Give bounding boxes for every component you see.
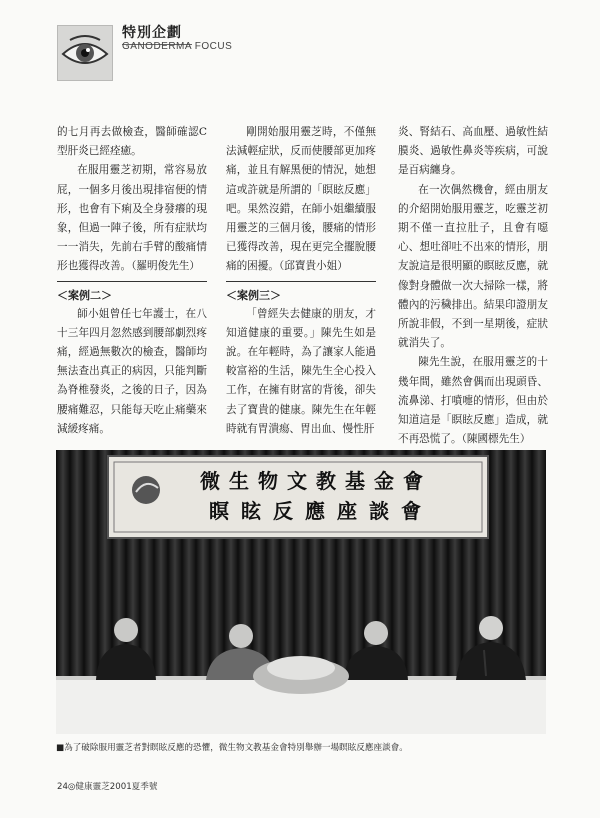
paragraph: 剛開始服用靈芝時，不僅無法減輕症狀，反而使腰部更加疼痛，並且有解黑便的情況，她想這或許就是所謂的「瞑眩反應」吧。果然沒錯，在師小姐繼續服用靈芝的三個月後，腰痛的情形已獲得改善，現在更完全擺脫腰痛的困擾。（邱寶貴小姐）: [226, 126, 376, 273]
paragraph: 在一次偶然機會，經由朋友的介紹開始服用靈芝，吃靈芝初期不僅一直拉肚子，且會有噁心、想吐卻吐不出來的情形，朋友說這是很明顯的瞑眩反應，就像對身體做一次大掃除一樣，將體內的污穢排出。結果印證朋友所說非假，不到一星期後，症狀就消失了。: [398, 183, 548, 350]
paragraph: 的七月再去做檢查，醫師確認C型肝炎已經痊癒。: [57, 126, 207, 158]
section-subtitle: GANODERMA FOCUS: [122, 41, 233, 52]
seminar-photo: [56, 450, 546, 734]
banner-line-1: 微生物文教基金會: [200, 469, 432, 493]
eye-logo: [57, 25, 113, 81]
text-column-2: [226, 123, 376, 439]
photo-caption: ■為了破除服用靈芝者對瞑眩反應的恐懼，微生物文教基金會特別舉辦一場瞑眩反應座談會。: [56, 743, 408, 753]
paragraph: 「曾經失去健康的朋友，才知道健康的重要。」陳先生如是說。在年輕時，為了讓家人能過較富裕的生活，陳先生全心投入工作，在擁有財富的背後，卻失去了寶貴的健康。陳先生在年輕時就有胃潰瘍、胃出血、慢性肝: [226, 307, 376, 435]
paragraph: 炎、腎結石、高血壓、過敏性結膜炎、過敏性鼻炎等疾病，可說是百病纏身。: [398, 126, 548, 177]
text-column-3: [398, 123, 548, 449]
eye-icon: [58, 26, 112, 80]
section-title: 特別企劃: [122, 22, 192, 45]
divider: [226, 281, 376, 282]
divider: [57, 281, 207, 282]
text-column-1: [57, 123, 207, 439]
seminar-photo-image: [56, 450, 546, 734]
case-heading: ＜案例三＞: [226, 288, 281, 302]
page-footer: 24◎健康靈芝2001夏季號: [57, 782, 158, 792]
case-heading: ＜案例二＞: [57, 288, 112, 302]
paragraph: 師小姐曾任七年護士，在八十三年四月忽然感到腰部劇烈疼痛，經過無數次的檢查，醫師均無法查出真正的病因，只能判斷為脊椎發炎，之後的日子，因為腰痛難忍，只能每天吃止痛藥來減緩疼痛。: [57, 307, 207, 435]
paragraph: 在服用靈芝初期，常容易放屁，一個多月後出現排宿便的情形，也會有下痢及全身發癢的現象，但過一陣子後，所有症狀均一一消失，先前右手臂的酸痛情形也獲得改善。（羅明俊先生）: [57, 164, 207, 273]
paragraph: 陳先生說，在服用靈芝的十幾年間，雖然會偶而出現頭昏、流鼻涕、打噴嚏的情形，但由於知道這是「瞑眩反應」造成，就不再恐慌了。（陳國標先生）: [398, 356, 548, 446]
banner-line-2: 瞑眩反應座談會: [209, 499, 433, 523]
